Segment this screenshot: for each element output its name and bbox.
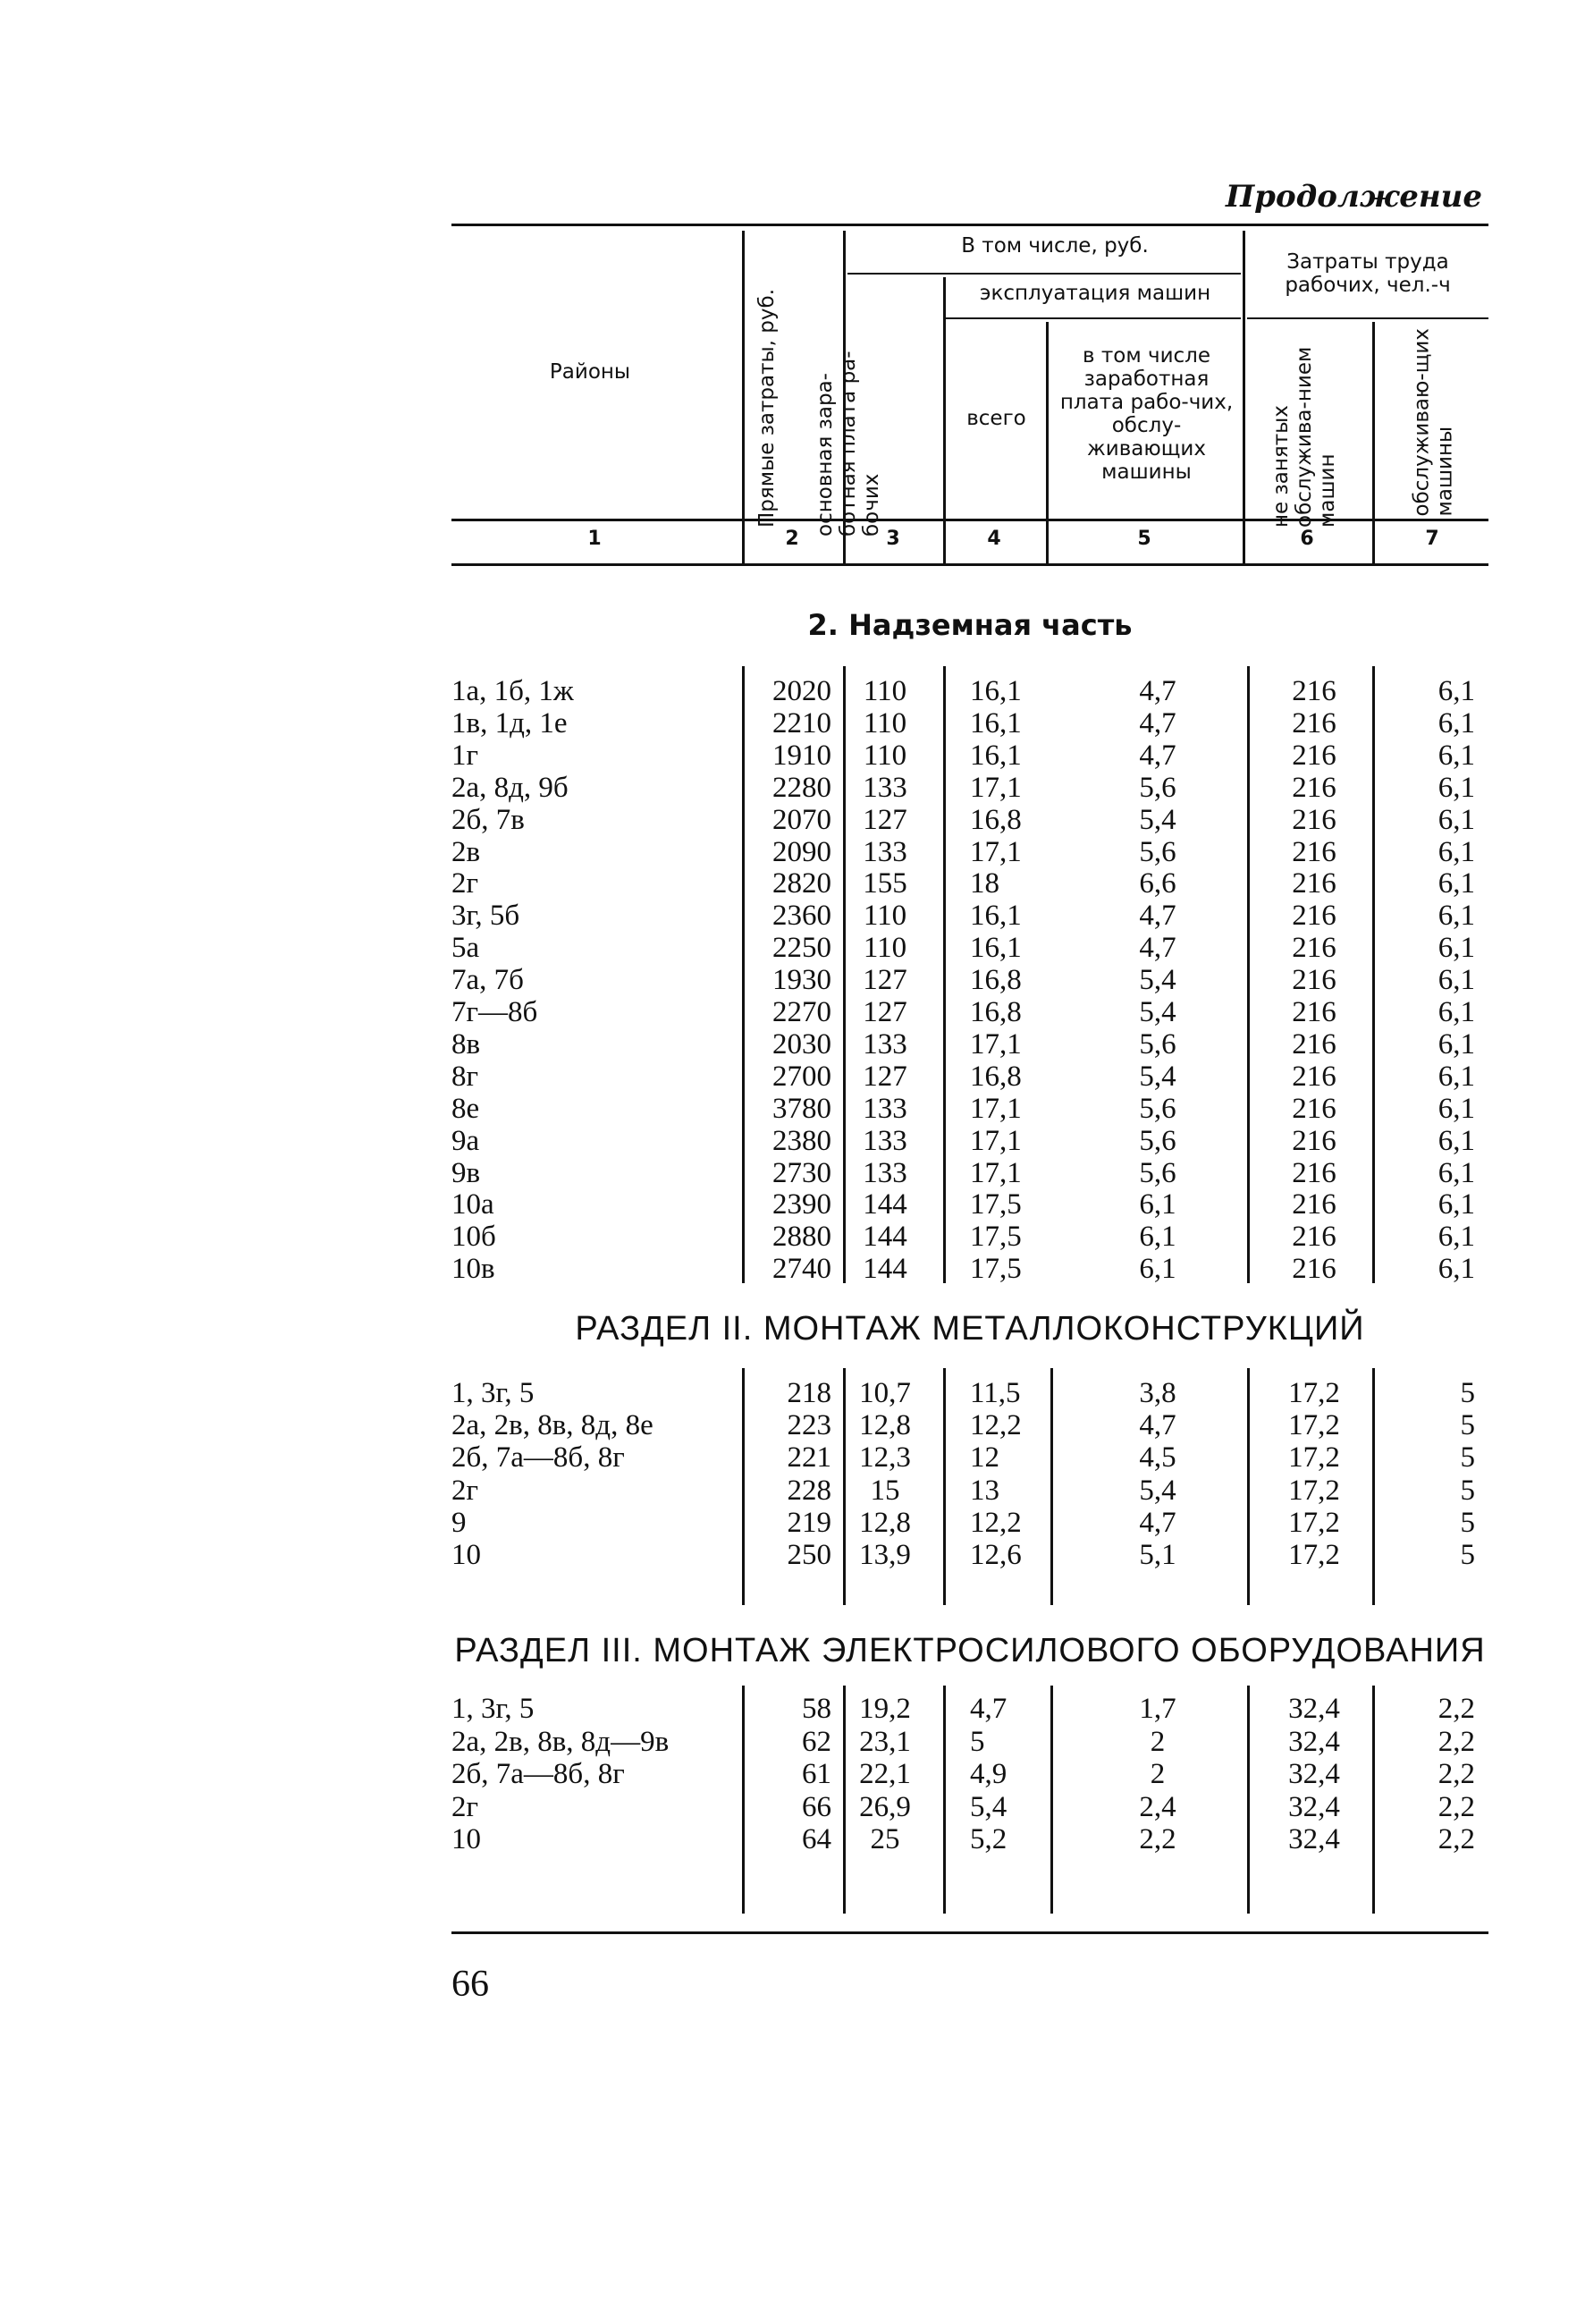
value-cell: 12,2 [970,1409,1022,1442]
col-number: 6 [1300,528,1314,550]
value-cell: 127 [863,1060,907,1093]
value-cell: 17,2 [1288,1539,1340,1571]
value-cell: 16,1 [970,706,1022,739]
value-cell: 32,4 [1288,1725,1340,1758]
value-cell: 66 [802,1790,831,1823]
value-cell: 110 [863,932,907,965]
value-cell: 216 [1292,771,1336,804]
value-cell: 6,1 [1437,1156,1475,1189]
table-row [0,1377,1585,1409]
value-cell: 2880 [772,1221,831,1254]
value-cell: 32,4 [1288,1823,1340,1855]
incl-group-header: В том числе, руб. [961,234,1149,258]
value-cell: 4,7 [1139,706,1176,739]
col-number: 5 [1137,528,1151,550]
region-cell: 9 [451,1506,467,1539]
value-cell: 61 [802,1758,831,1790]
column-divider [1247,1368,1250,1605]
value-cell: 144 [863,1188,907,1221]
value-cell: 6,1 [1437,867,1475,900]
value-cell: 17,1 [970,1092,1022,1125]
region-cell: 1, 3г, 5 [451,1693,535,1725]
table-row [0,1221,1585,1253]
table-row [0,1758,1585,1790]
col-number: 7 [1425,528,1439,550]
value-cell: 5 [1460,1377,1475,1409]
table-row [0,867,1585,900]
region-cell: 1, 3г, 5 [451,1377,535,1409]
column-divider [843,1686,846,1914]
value-cell: 17,1 [970,1156,1022,1189]
region-cell: 2г [451,1790,479,1823]
value-cell: 12 [970,1441,999,1475]
value-cell: 62 [802,1725,831,1758]
table-row [0,1539,1585,1571]
value-cell: 216 [1292,1156,1336,1189]
table-row [0,675,1585,707]
region-cell: 2б, 7а—8б, 8г [451,1441,625,1475]
region-cell: 2а, 2в, 8в, 8д—9в [451,1725,670,1758]
value-cell: 216 [1292,996,1336,1028]
page-number: 66 [451,1964,489,2005]
value-cell: 6,1 [1437,900,1475,933]
table-row [0,964,1585,996]
table-row [0,1253,1585,1285]
region-cell: 2г [451,1474,479,1507]
value-cell: 216 [1292,964,1336,997]
region-cell: 10 [451,1539,481,1571]
region-cell: 9а [451,1124,480,1157]
table-row [0,900,1585,932]
value-cell: 127 [863,803,907,836]
col-serving-header: обслуживаю-щих машины [1410,328,1457,517]
value-cell: 5 [1460,1409,1475,1442]
value-cell: 144 [863,1221,907,1254]
value-cell: 6,1 [1139,1188,1176,1221]
value-cell: 16,8 [970,964,1022,997]
value-cell: 216 [1292,675,1336,707]
value-cell: 16,1 [970,932,1022,965]
value-cell: 2280 [772,771,831,804]
value-cell: 6,1 [1437,1188,1475,1221]
value-cell: 5,4 [1139,1474,1176,1507]
value-cell: 16,8 [970,1060,1022,1093]
value-cell: 32,4 [1288,1693,1340,1725]
column-divider [943,666,946,1283]
table-row [0,1726,1585,1758]
incl-group-rule [847,273,1241,275]
value-cell: 1910 [772,739,831,772]
table-row [0,1125,1585,1157]
section2-title: РАЗДЕЛ II. МОНТАЖ МЕТАЛЛОКОНСТРУКЦИЙ [575,1310,1365,1348]
value-cell: 216 [1292,867,1336,900]
value-cell: 216 [1292,1188,1336,1221]
value-cell: 133 [863,1156,907,1189]
column-divider [1247,666,1250,1283]
column-divider [1372,1686,1375,1914]
value-cell: 2030 [772,1027,831,1061]
region-cell: 2а, 8д, 9б [451,771,569,804]
region-cell: 2а, 2в, 8в, 8д, 8е [451,1409,653,1442]
value-cell: 4,7 [1139,932,1176,965]
value-cell: 16,1 [970,739,1022,772]
value-cell: 2360 [772,900,831,933]
column-divider [1372,1368,1375,1605]
value-cell: 2740 [772,1253,831,1286]
value-cell: 17,2 [1288,1506,1340,1539]
value-cell: 216 [1292,1092,1336,1125]
value-cell: 6,1 [1437,771,1475,804]
value-cell: 2210 [772,706,831,739]
machines-group-header: эксплуатация машин [979,282,1211,305]
col-not-busy-header: не занятых обслужива-нием машин [1269,346,1339,528]
table-bottom-rule [451,1931,1488,1934]
value-cell: 144 [863,1253,907,1286]
table-row [0,1061,1585,1093]
region-cell: 10в [451,1253,495,1286]
value-cell: 17,1 [970,1027,1022,1061]
table-row [0,1188,1585,1221]
value-cell: 216 [1292,706,1336,739]
value-cell: 5 [1460,1506,1475,1539]
value-cell: 3780 [772,1092,831,1125]
value-cell: 32,4 [1288,1790,1340,1823]
region-cell: 10 [451,1823,481,1855]
value-cell: 223 [787,1409,831,1442]
value-cell: 6,6 [1139,867,1176,900]
table-row [0,1791,1585,1823]
labor-group-header: Затраты труда рабочих, чел.-ч [1285,250,1451,297]
col-number: 1 [587,528,602,550]
region-cell: 5а [451,932,480,965]
column-divider [843,1368,846,1605]
value-cell: 216 [1292,1221,1336,1254]
value-cell: 110 [863,675,907,707]
value-cell: 32,4 [1288,1758,1340,1790]
value-cell: 2,4 [1139,1790,1176,1823]
value-cell: 17,2 [1288,1377,1340,1409]
value-cell: 17,1 [970,1124,1022,1157]
value-cell: 216 [1292,932,1336,965]
value-cell: 4,7 [1139,675,1176,707]
region-cell: 8г [451,1060,479,1093]
value-cell: 2270 [772,996,831,1028]
value-cell: 6,1 [1437,996,1475,1028]
value-cell: 17,5 [970,1188,1022,1221]
header-divider [1372,322,1375,563]
value-cell: 5 [1460,1441,1475,1475]
value-cell: 58 [802,1693,831,1725]
region-cell: 1г [451,739,479,772]
col-number: 2 [785,528,799,550]
region-cell: 1в, 1д, 1е [451,706,568,739]
header-divider [943,277,946,563]
value-cell: 228 [787,1474,831,1507]
table-row [0,1157,1585,1189]
column-divider [943,1686,946,1914]
value-cell: 218 [787,1377,831,1409]
value-cell: 23,1 [859,1725,911,1758]
value-cell: 216 [1292,803,1336,836]
value-cell: 5,6 [1139,771,1176,804]
value-cell: 17,2 [1288,1441,1340,1475]
col-regions-header: Районы [549,360,631,384]
value-cell: 18 [970,867,999,900]
value-cell: 17,1 [970,771,1022,804]
column-divider [1050,1686,1053,1914]
region-cell: 8е [451,1092,480,1125]
value-cell: 2,2 [1437,1758,1475,1790]
column-divider [742,666,745,1283]
value-cell: 5,4 [1139,803,1176,836]
value-cell: 216 [1292,835,1336,868]
value-cell: 6,1 [1437,1060,1475,1093]
table-row [0,836,1585,868]
value-cell: 13,9 [859,1539,911,1571]
value-cell: 17,1 [970,835,1022,868]
value-cell: 216 [1292,1124,1336,1157]
table-row [0,996,1585,1028]
value-cell: 6,1 [1437,739,1475,772]
value-cell: 2,2 [1437,1725,1475,1758]
value-cell: 1930 [772,964,831,997]
value-cell: 155 [863,867,907,900]
value-cell: 2 [1150,1725,1166,1758]
value-cell: 219 [787,1506,831,1539]
value-cell: 22,1 [859,1758,911,1790]
value-cell: 6,1 [1437,675,1475,707]
value-cell: 6,1 [1437,1027,1475,1061]
value-cell: 16,8 [970,803,1022,836]
value-cell: 4,7 [1139,1409,1176,1442]
value-cell: 4,7 [1139,900,1176,933]
value-cell: 127 [863,964,907,997]
value-cell: 10,7 [859,1377,911,1409]
column-divider [943,1368,946,1605]
value-cell: 5,1 [1139,1539,1176,1571]
region-cell: 10б [451,1221,496,1254]
region-cell: 10а [451,1188,494,1221]
value-cell: 2,2 [1437,1823,1475,1855]
value-cell: 3,8 [1139,1377,1176,1409]
value-cell: 2070 [772,803,831,836]
value-cell: 6,1 [1437,964,1475,997]
value-cell: 216 [1292,900,1336,933]
region-cell: 8в [451,1027,481,1061]
region-cell: 7г—8б [451,996,538,1028]
col-total-header: всего [966,407,1026,430]
value-cell: 127 [863,996,907,1028]
value-cell: 17,5 [970,1253,1022,1286]
table-row [0,1823,1585,1855]
region-cell: 7а, 7б [451,964,524,997]
table-row [0,1507,1585,1539]
value-cell: 6,1 [1437,835,1475,868]
table-row [0,1093,1585,1125]
value-cell: 16,1 [970,900,1022,933]
value-cell: 11,5 [970,1377,1021,1409]
region-cell: 9в [451,1156,481,1189]
value-cell: 250 [787,1539,831,1571]
value-cell: 13 [970,1474,999,1507]
value-cell: 12,6 [970,1539,1022,1571]
continuation-label: Продолжение [1226,179,1482,215]
value-cell: 2700 [772,1060,831,1093]
header-divider [742,231,745,563]
header-divider [1243,231,1245,563]
value-cell: 5 [1460,1539,1475,1571]
value-cell: 5,2 [970,1823,1007,1855]
value-cell: 2380 [772,1124,831,1157]
value-cell: 6,1 [1437,803,1475,836]
value-cell: 6,1 [1437,1092,1475,1125]
value-cell: 19,2 [859,1693,911,1725]
value-cell: 2020 [772,675,831,707]
header-bottom-rule [451,563,1488,566]
value-cell: 110 [863,706,907,739]
table-row [0,1441,1585,1474]
col-direct-header: Прямые затраты, руб. [755,288,779,528]
value-cell: 2820 [772,867,831,900]
section3-title: РАЗДЕЛ III. МОНТАЖ ЭЛЕКТРОСИЛОВОГО ОБОРУДОВАНИЯ [454,1632,1486,1669]
value-cell: 1,7 [1139,1693,1176,1725]
table-row [0,1409,1585,1441]
subsection-title: 2. Надземная часть [807,608,1133,642]
value-cell: 15 [870,1474,900,1507]
value-cell: 12,3 [859,1441,911,1475]
value-cell: 216 [1292,1253,1336,1286]
value-cell: 4,7 [970,1693,1007,1725]
value-cell: 12,8 [859,1506,911,1539]
value-cell: 6,1 [1139,1253,1176,1286]
value-cell: 133 [863,1092,907,1125]
value-cell: 216 [1292,739,1336,772]
region-cell: 1а, 1б, 1ж [451,675,574,707]
value-cell: 25 [870,1823,900,1855]
header-top-rule [451,224,1488,226]
value-cell: 12,8 [859,1409,911,1442]
value-cell: 110 [863,739,907,772]
table-row [0,804,1585,836]
table-row [0,772,1585,804]
value-cell: 5,6 [1139,1156,1176,1189]
value-cell: 133 [863,1027,907,1061]
value-cell: 5 [1460,1474,1475,1507]
value-cell: 16,1 [970,675,1022,707]
value-cell: 133 [863,771,907,804]
value-cell: 4,9 [970,1758,1007,1790]
col-number: 4 [987,528,1001,550]
value-cell: 6,1 [1437,1124,1475,1157]
column-divider [742,1686,745,1914]
value-cell: 216 [1292,1060,1336,1093]
region-cell: 2в [451,835,481,868]
value-cell: 17,2 [1288,1474,1340,1507]
column-divider [1372,666,1375,1283]
value-cell: 5,4 [1139,996,1176,1028]
value-cell: 4,5 [1139,1441,1176,1475]
value-cell: 2 [1150,1758,1166,1790]
value-cell: 4,7 [1139,739,1176,772]
table-row [0,739,1585,772]
value-cell: 2,2 [1437,1790,1475,1823]
table-row [0,1475,1585,1507]
value-cell: 2250 [772,932,831,965]
region-cell: 2б, 7а—8б, 8г [451,1758,625,1790]
value-cell: 5,4 [970,1790,1007,1823]
value-cell: 6,1 [1437,1221,1475,1254]
value-cell: 5,6 [1139,1124,1176,1157]
value-cell: 17,5 [970,1221,1022,1254]
value-cell: 2090 [772,835,831,868]
value-cell: 5 [970,1725,985,1758]
value-cell: 4,7 [1139,1506,1176,1539]
header-divider [1046,322,1049,563]
table-row [0,1693,1585,1725]
value-cell: 6,1 [1437,932,1475,965]
value-cell: 6,1 [1139,1221,1176,1254]
region-cell: 3г, 5б [451,900,520,933]
column-divider [1247,1686,1250,1914]
value-cell: 64 [802,1823,831,1855]
value-cell: 5,6 [1139,1027,1176,1061]
column-divider [843,666,846,1283]
table-row [0,932,1585,964]
value-cell: 6,1 [1437,1253,1475,1286]
value-cell: 5,4 [1139,1060,1176,1093]
value-cell: 5,6 [1139,1092,1176,1125]
value-cell: 6,1 [1437,706,1475,739]
value-cell: 5,4 [1139,964,1176,997]
col-basic-wage-header: основная зара-ботная плата ра-бочих [814,351,883,537]
col-machine-wage-header: в том числе заработная плата рабо-чих, обслу-живающих машины [1059,344,1234,484]
table-row [0,707,1585,739]
value-cell: 12,2 [970,1506,1022,1539]
value-cell: 216 [1292,1027,1336,1061]
value-cell: 2,2 [1437,1693,1475,1725]
value-cell: 221 [787,1441,831,1475]
value-cell: 2390 [772,1188,831,1221]
value-cell: 2730 [772,1156,831,1189]
value-cell: 26,9 [859,1790,911,1823]
col-number: 3 [886,528,900,550]
machines-group-rule [946,317,1241,319]
value-cell: 133 [863,835,907,868]
value-cell: 17,2 [1288,1409,1340,1442]
table-row [0,1028,1585,1061]
value-cell: 16,8 [970,996,1022,1028]
region-cell: 2г [451,867,479,900]
region-cell: 2б, 7в [451,803,525,836]
column-divider [1050,1368,1053,1605]
value-cell: 110 [863,900,907,933]
value-cell: 5,6 [1139,835,1176,868]
column-divider [742,1368,745,1605]
value-cell: 2,2 [1139,1823,1176,1855]
value-cell: 133 [863,1124,907,1157]
